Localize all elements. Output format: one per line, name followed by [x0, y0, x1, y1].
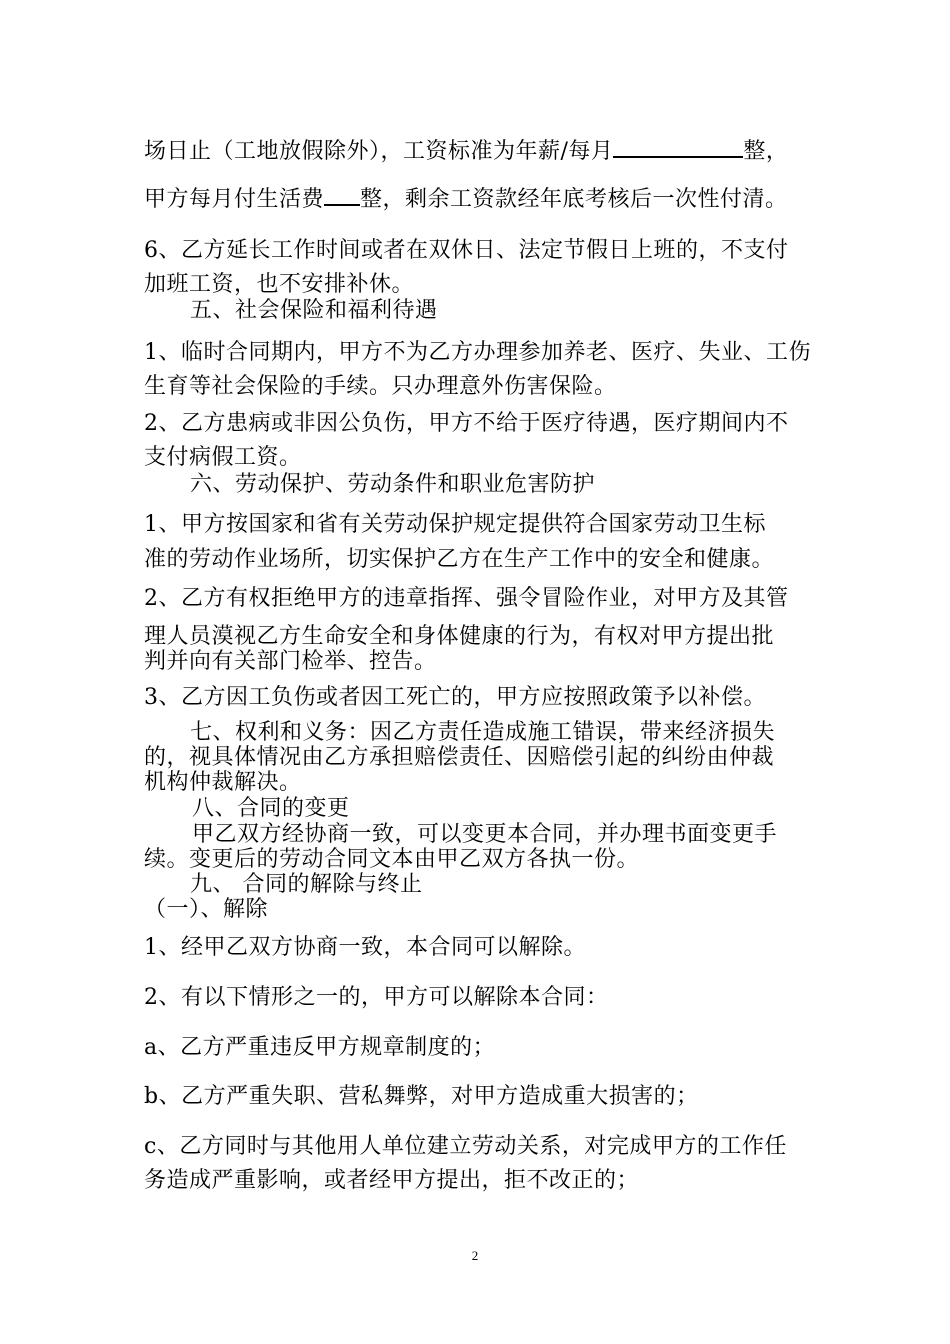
text-line: 务造成严重影响，或者经甲方提出，拒不改正的；: [144, 1168, 640, 1193]
text-line: 1、甲方按国家和省有关劳动保护规定提供符合国家劳动卫生标: [144, 512, 766, 537]
text-line: 2、有以下情形之一的，甲方可以解除本合同：: [144, 985, 609, 1010]
section-heading: 七、权利和义务：因乙方责任造成施工错误，带来经济损失: [190, 720, 776, 745]
text-line: 3、乙方因工负伤或者因工死亡的，甲方应按照政策予以补偿。: [144, 685, 766, 710]
text-line: 机构仲裁解决。: [144, 770, 302, 795]
text-segment: 场日止（工地放假除外），工资标准为年薪/每月: [144, 139, 614, 164]
text-line: 2、乙方有权拒绝甲方的违章指挥、强令冒险作业，对甲方及其管: [144, 586, 789, 611]
text-line: 理人员漠视乙方生命安全和身体健康的行为，有权对甲方提出批: [144, 624, 775, 649]
section-heading: 八、合同的变更: [192, 796, 350, 821]
text-line: 续。变更后的劳动合同文本由甲乙双方各执一份。: [144, 847, 640, 872]
list-item: a、乙方严重违反甲方规章制度的；: [144, 1035, 496, 1060]
text-line: 1、经甲乙双方协商一致，本合同可以解除。: [144, 935, 586, 960]
text-line: 准的劳动作业场所，切实保护乙方在生产工作中的安全和健康。: [144, 547, 775, 572]
text-line: 6、乙方延长工作时间或者在双休日、法定节假日上班的，不支付: [144, 238, 789, 263]
text-segment: 整，: [743, 139, 789, 164]
text-line: 的，视具体情况由乙方承担赔偿责任、因赔偿引起的纠纷由仲裁: [144, 745, 775, 770]
section-heading: 五、社会保险和福利待遇: [190, 298, 438, 323]
text-line: [144, 184, 788, 213]
list-item: c、乙方同时与其他用人单位建立劳动关系，对完成甲方的工作任: [144, 1134, 787, 1159]
text-line: [144, 136, 788, 165]
text-line: 判并向有关部门检举、控告。: [144, 649, 437, 674]
text-line: 支付病假工资。: [144, 445, 302, 470]
text-line: 1、临时合同期内，甲方不为乙方办理参加养老、医疗、失业、工伤: [144, 340, 811, 365]
section-heading: 九、 合同的解除与终止: [190, 872, 423, 897]
text-line: 甲乙双方经协商一致，可以变更本合同，并办理书面变更手: [192, 822, 778, 847]
text-line: 2、乙方患病或非因公负伤，甲方不给于医疗待遇，医疗期间内不: [144, 411, 789, 436]
subsection-heading: （一）、解除: [144, 897, 269, 922]
text-line: 生育等社会保险的手续。只办理意外伤害保险。: [144, 374, 617, 399]
section-heading: 六、劳动保护、劳动条件和职业危害防护: [190, 472, 596, 497]
page-number: 2: [471, 1248, 479, 1263]
text-line: 加班工资，也不安排补休。: [144, 272, 415, 297]
text-segment: 甲方每月付生活费: [144, 187, 325, 212]
blank-living-allowance: [324, 184, 360, 206]
list-item: b、乙方严重失职、营私舞弊，对甲方造成重大损害的；: [144, 1084, 699, 1109]
text-segment: 整，剩余工资款经年底考核后一次性付清。: [360, 187, 788, 212]
blank-salary-amount: [613, 136, 743, 158]
